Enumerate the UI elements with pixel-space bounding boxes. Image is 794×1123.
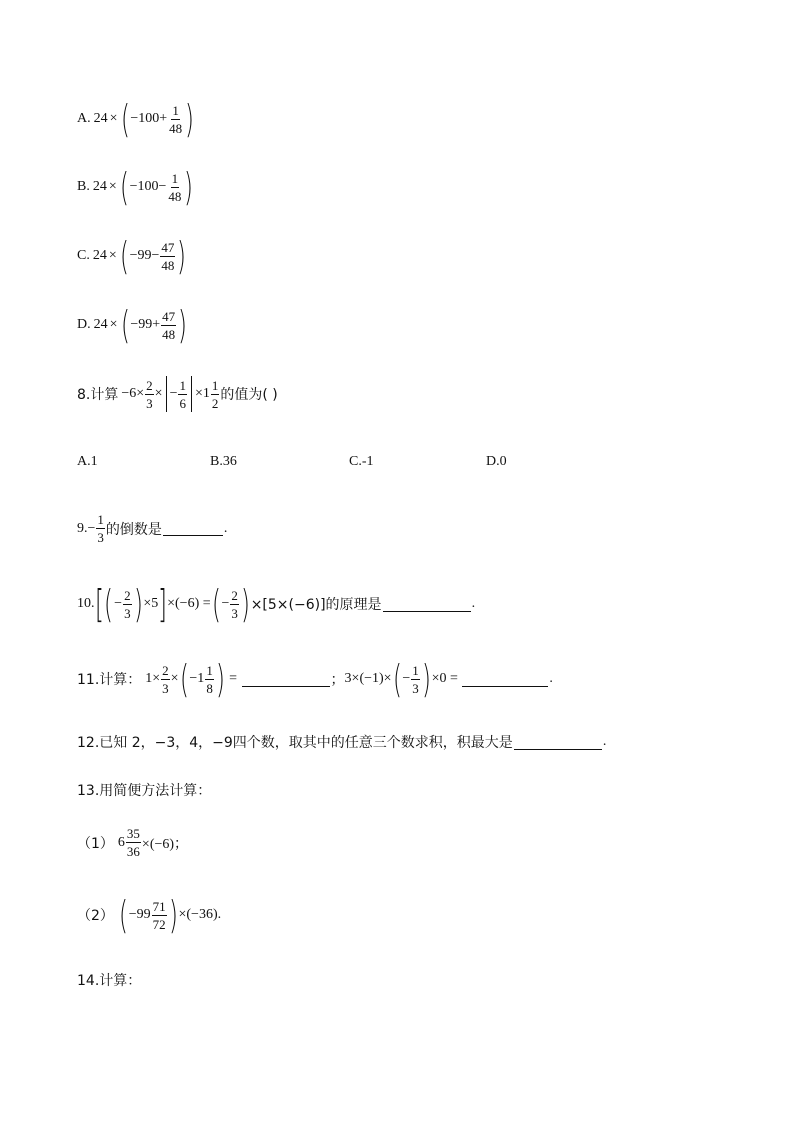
expr-part: ×5: [143, 596, 159, 611]
fraction: $\frac{35}{36}$: [126, 826, 140, 859]
left-paren: (: [119, 234, 129, 278]
fraction: $\frac{47}{48}$: [161, 239, 175, 273]
choice-c[interactable]: C.-1: [349, 454, 374, 469]
fraction: $\frac{1}{6}$: [179, 377, 186, 411]
times-sign: ×: [109, 111, 118, 126]
question-prefix: 9.: [77, 520, 88, 536]
coefficient: 24: [92, 248, 107, 263]
abs-bar-left: [166, 376, 167, 412]
right-paren: ): [178, 303, 188, 347]
question-text: 的倒数是: [105, 521, 162, 538]
whole-number: −99: [128, 907, 151, 922]
expr-part: ×(−6)；: [141, 836, 189, 852]
option-label: A.: [77, 111, 91, 126]
times-sign: ×: [108, 179, 117, 194]
inner-expression: −100−: [129, 179, 167, 194]
question-13-part-1: [77, 827, 188, 858]
right-paren: ): [421, 657, 431, 701]
coefficient: 24: [93, 317, 108, 332]
expr-part: ×1: [194, 386, 210, 401]
inner-expression: −99+: [130, 317, 161, 332]
period: .: [471, 596, 476, 611]
choice-b[interactable]: B.36: [210, 454, 237, 469]
part-label: （2）: [77, 908, 114, 924]
whole-number: 6: [117, 834, 125, 850]
fraction: $\frac{2}{3}$: [162, 662, 169, 696]
question-prefix: 10.: [77, 596, 95, 611]
left-paren: (: [120, 97, 130, 141]
right-bracket: ]: [158, 582, 168, 626]
expr-part: ×(−6) =: [167, 596, 211, 611]
expr-part: −1: [189, 671, 205, 686]
minus-sign: −: [221, 596, 230, 611]
option-b: [77, 165, 194, 209]
fraction: $\frac{2}{3}$: [231, 587, 238, 621]
part-label: （1）: [77, 835, 114, 852]
answer-blank[interactable]: [514, 735, 602, 750]
question-8: [77, 376, 278, 412]
left-paren: (: [179, 657, 189, 701]
expr-part: ×0 =: [431, 671, 462, 686]
coefficient: 24: [92, 179, 107, 194]
times-sign: ×: [170, 671, 179, 686]
option-d: [77, 303, 188, 347]
fraction: $\frac{71}{72}$: [152, 898, 166, 932]
answer-blank-2[interactable]: [462, 672, 548, 687]
question-title: 14.计算：: [77, 973, 142, 989]
fraction: $\frac{47}{48}$: [162, 308, 176, 342]
fraction: $\frac{1}{2}$: [211, 377, 219, 411]
left-paren: (: [211, 582, 221, 626]
question-11: [77, 657, 553, 701]
coefficient: 24: [93, 111, 108, 126]
fraction: $\frac{1}{8}$: [206, 662, 213, 696]
choice-a[interactable]: A.1: [77, 454, 98, 469]
question-14-title: [77, 970, 141, 990]
question-text: 12.已知 2，−3，4，−9四个数，取其中的任意三个数求积，积最大是: [77, 735, 513, 751]
option-label: C.: [77, 248, 90, 263]
period: .: [223, 520, 228, 536]
right-paren: ): [240, 582, 250, 626]
separator: ；: [330, 672, 345, 688]
right-paren: ): [133, 582, 143, 626]
right-paren: ): [168, 893, 178, 937]
answer-blank[interactable]: [383, 597, 471, 612]
question-13-title: [77, 780, 211, 800]
question-10: [77, 582, 476, 626]
left-paren: (: [392, 657, 402, 701]
right-paren: ): [185, 97, 195, 141]
question-9: [77, 513, 227, 544]
right-paren: ): [184, 165, 194, 209]
fraction: $\frac{1}{3}$: [97, 512, 104, 545]
expr-part: ×(−36).: [178, 907, 222, 922]
answer-blank-1[interactable]: [242, 672, 330, 687]
times-sign: ×: [108, 248, 117, 263]
fraction: $\frac{1}{3}$: [412, 662, 419, 696]
fraction: $\frac{1}{48}$: [169, 102, 183, 136]
times-sign: ×: [154, 386, 163, 401]
question-prefix: 11.计算：: [77, 672, 142, 688]
right-paren: ): [177, 234, 187, 278]
left-paren: (: [118, 893, 128, 937]
question-12: [77, 732, 606, 752]
expr-part: 3×(−1)×: [344, 671, 392, 686]
option-label: D.: [77, 317, 91, 332]
question-8-choices: [77, 454, 557, 474]
question-title: 13.用简便方法计算：: [77, 783, 212, 799]
option-c: [77, 234, 187, 278]
question-suffix: 的值为( ): [220, 387, 278, 403]
minus-sign: −: [114, 596, 123, 611]
minus-sign: −: [169, 386, 178, 401]
left-paren: (: [104, 582, 114, 626]
expr-part: −6×: [121, 386, 145, 401]
question-13-part-2: [77, 893, 222, 937]
period: .: [549, 671, 553, 686]
equals-sign: =: [225, 671, 241, 686]
abs-bar-right: [191, 376, 192, 412]
fraction: $\frac{2}{3}$: [146, 377, 153, 411]
period: .: [602, 734, 607, 749]
minus-sign: −: [87, 520, 96, 536]
left-bracket: [: [94, 582, 104, 626]
inner-expression: −99−: [129, 248, 160, 263]
right-paren: ): [215, 657, 225, 701]
option-a: [77, 97, 195, 141]
expr-part: 1×: [145, 671, 161, 686]
left-paren: (: [119, 165, 129, 209]
fraction: $\frac{2}{3}$: [124, 587, 131, 621]
times-sign: ×: [109, 317, 118, 332]
option-label: B.: [77, 179, 90, 194]
question-prefix: 8.计算: [77, 387, 119, 403]
choice-d[interactable]: D.0: [486, 454, 507, 469]
answer-blank[interactable]: [163, 521, 223, 536]
left-paren: (: [120, 303, 130, 347]
fraction: $\frac{1}{48}$: [168, 170, 182, 204]
question-text: ×[5×(−6)]的原理是: [250, 597, 382, 613]
inner-expression: −100+: [130, 111, 168, 126]
minus-sign: −: [402, 671, 411, 686]
